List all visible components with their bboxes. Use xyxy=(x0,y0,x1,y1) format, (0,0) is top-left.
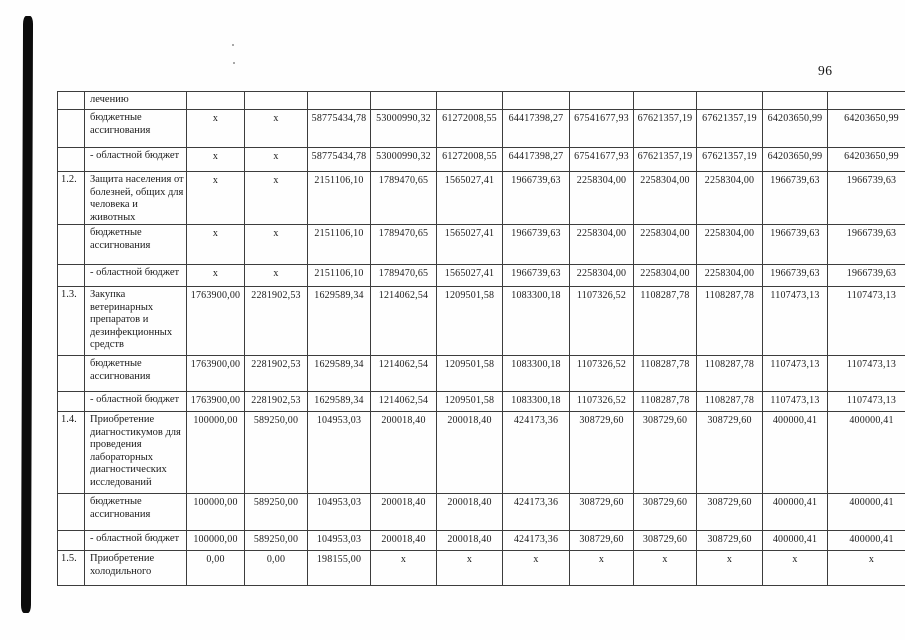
value-cell: 1108287,78 xyxy=(634,356,697,392)
value-cell: 2281902,53 xyxy=(245,392,308,412)
value-cell: x xyxy=(187,110,245,148)
value-cell: 53000990,32 xyxy=(371,148,437,172)
table-row xyxy=(58,148,905,172)
value-cell: 67621357,19 xyxy=(697,110,763,148)
value-cell: 1083300,18 xyxy=(503,356,570,392)
value-cell: 1763900,00 xyxy=(187,392,245,412)
value-cell: 200018,40 xyxy=(371,412,437,494)
value-cell: 308729,60 xyxy=(634,412,697,494)
value-cell: 424173,36 xyxy=(503,531,570,551)
value-cell: 2281902,53 xyxy=(245,356,308,392)
value-cell: 1107473,13 xyxy=(828,356,905,392)
value-cell: 1107473,13 xyxy=(763,356,828,392)
value-cell: 1209501,58 xyxy=(437,287,503,356)
value-cell: 308729,60 xyxy=(570,412,634,494)
value-cell xyxy=(697,92,763,110)
value-cell: 1966739,63 xyxy=(828,265,905,287)
value-cell: x xyxy=(371,551,437,586)
value-cell: 2258304,00 xyxy=(697,265,763,287)
value-cell: 104953,03 xyxy=(308,494,371,531)
value-cell: 424173,36 xyxy=(503,412,570,494)
value-cell: x xyxy=(634,551,697,586)
value-cell: 1629589,34 xyxy=(308,356,371,392)
value-cell: 0,00 xyxy=(187,551,245,586)
value-cell: 1107473,13 xyxy=(763,392,828,412)
row-number-cell: 1.4. xyxy=(58,412,85,494)
value-cell: 2258304,00 xyxy=(634,225,697,265)
value-cell: 61272008,55 xyxy=(437,148,503,172)
value-cell xyxy=(245,92,308,110)
item-name-cell: бюджетные ассигнования xyxy=(85,356,187,392)
value-cell: 1565027,41 xyxy=(437,172,503,225)
row-number-cell xyxy=(58,392,85,412)
row-number-cell xyxy=(58,148,85,172)
value-cell: 1763900,00 xyxy=(187,356,245,392)
value-cell xyxy=(763,92,828,110)
item-name-cell: - областной бюджет xyxy=(85,265,187,287)
value-cell: 104953,03 xyxy=(308,531,371,551)
value-cell: 67541677,93 xyxy=(570,110,634,148)
value-cell: 200018,40 xyxy=(437,494,503,531)
value-cell: 400000,41 xyxy=(828,531,905,551)
value-cell: 1209501,58 xyxy=(437,356,503,392)
value-cell: 200018,40 xyxy=(371,494,437,531)
value-cell: 1789470,65 xyxy=(371,225,437,265)
value-cell: 1966739,63 xyxy=(763,265,828,287)
value-cell: 1789470,65 xyxy=(371,172,437,225)
scan-speck xyxy=(233,62,235,64)
value-cell: 1214062,54 xyxy=(371,287,437,356)
value-cell xyxy=(308,92,371,110)
value-cell: 2258304,00 xyxy=(697,172,763,225)
value-cell: 589250,00 xyxy=(245,412,308,494)
value-cell: 1966739,63 xyxy=(503,172,570,225)
table-row xyxy=(58,172,905,225)
value-cell: 0,00 xyxy=(245,551,308,586)
value-cell: x xyxy=(437,551,503,586)
value-cell: x xyxy=(245,265,308,287)
value-cell: 2258304,00 xyxy=(570,265,634,287)
value-cell: 1108287,78 xyxy=(697,356,763,392)
value-cell: 1083300,18 xyxy=(503,392,570,412)
row-number-cell: 1.3. xyxy=(58,287,85,356)
item-name-cell: Приобретение холодильного xyxy=(85,551,187,586)
value-cell xyxy=(570,92,634,110)
item-name-cell: бюджетные ассигнования xyxy=(85,225,187,265)
value-cell: 589250,00 xyxy=(245,494,308,531)
value-cell: 67541677,93 xyxy=(570,148,634,172)
value-cell: 1763900,00 xyxy=(187,287,245,356)
table-row xyxy=(58,92,905,110)
value-cell: 1789470,65 xyxy=(371,265,437,287)
item-name-cell: - областной бюджет xyxy=(85,392,187,412)
value-cell: 1966739,63 xyxy=(828,225,905,265)
value-cell: 400000,41 xyxy=(828,494,905,531)
value-cell: 1966739,63 xyxy=(828,172,905,225)
value-cell: 2258304,00 xyxy=(570,225,634,265)
value-cell: 2258304,00 xyxy=(634,265,697,287)
value-cell: 2151106,10 xyxy=(308,225,371,265)
value-cell: 308729,60 xyxy=(697,531,763,551)
value-cell: 2258304,00 xyxy=(570,172,634,225)
budget-table xyxy=(57,91,905,586)
value-cell: 308729,60 xyxy=(697,412,763,494)
value-cell: 1108287,78 xyxy=(697,287,763,356)
value-cell: x xyxy=(245,225,308,265)
value-cell: 1629589,34 xyxy=(308,392,371,412)
value-cell: x xyxy=(503,551,570,586)
value-cell: 1107473,13 xyxy=(828,392,905,412)
value-cell: 308729,60 xyxy=(570,494,634,531)
value-cell: 67621357,19 xyxy=(634,148,697,172)
table-row xyxy=(58,412,905,494)
value-cell: x xyxy=(570,551,634,586)
value-cell: 100000,00 xyxy=(187,412,245,494)
row-number-cell xyxy=(58,225,85,265)
item-name-cell: бюджетные ассигнования xyxy=(85,110,187,148)
value-cell: 1108287,78 xyxy=(634,287,697,356)
table-row xyxy=(58,225,905,265)
value-cell: x xyxy=(245,172,308,225)
value-cell: 1966739,63 xyxy=(503,225,570,265)
value-cell: x xyxy=(697,551,763,586)
row-number-cell: 1.2. xyxy=(58,172,85,225)
value-cell: 2151106,10 xyxy=(308,265,371,287)
value-cell xyxy=(634,92,697,110)
table-row xyxy=(58,494,905,531)
value-cell: 67621357,19 xyxy=(697,148,763,172)
value-cell: x xyxy=(187,172,245,225)
row-number-cell: 1.5. xyxy=(58,551,85,586)
value-cell: 1107326,52 xyxy=(570,392,634,412)
item-name-cell: Закупка ветеринарных препаратов и дезинфекционных средств xyxy=(85,287,187,356)
table-row xyxy=(58,531,905,551)
value-cell: 1214062,54 xyxy=(371,392,437,412)
value-cell: 58775434,78 xyxy=(308,148,371,172)
value-cell xyxy=(503,92,570,110)
value-cell: 200018,40 xyxy=(371,531,437,551)
value-cell xyxy=(828,92,905,110)
value-cell: 1107326,52 xyxy=(570,356,634,392)
item-name-cell: Защита населения от болезней, общих для человека и животных xyxy=(85,172,187,225)
value-cell: 104953,03 xyxy=(308,412,371,494)
value-cell: x xyxy=(187,148,245,172)
value-cell: 100000,00 xyxy=(187,531,245,551)
item-name-cell: - областной бюджет xyxy=(85,148,187,172)
value-cell: 400000,41 xyxy=(763,494,828,531)
value-cell: 100000,00 xyxy=(187,494,245,531)
value-cell: x xyxy=(245,110,308,148)
value-cell: 589250,00 xyxy=(245,531,308,551)
table-row xyxy=(58,110,905,148)
value-cell: 64417398,27 xyxy=(503,110,570,148)
table-row xyxy=(58,551,905,586)
value-cell: 64203650,99 xyxy=(763,110,828,148)
budget-table-body xyxy=(58,92,905,586)
value-cell: 1565027,41 xyxy=(437,225,503,265)
value-cell: 1966739,63 xyxy=(763,225,828,265)
value-cell: 200018,40 xyxy=(437,531,503,551)
value-cell: 308729,60 xyxy=(570,531,634,551)
value-cell xyxy=(187,92,245,110)
table-row xyxy=(58,356,905,392)
value-cell: 424173,36 xyxy=(503,494,570,531)
row-number-cell xyxy=(58,265,85,287)
value-cell: 1083300,18 xyxy=(503,287,570,356)
value-cell: 308729,60 xyxy=(634,531,697,551)
value-cell: 400000,41 xyxy=(763,531,828,551)
value-cell: 400000,41 xyxy=(763,412,828,494)
table-row xyxy=(58,287,905,356)
value-cell: x xyxy=(828,551,905,586)
value-cell: 1108287,78 xyxy=(697,392,763,412)
row-number-cell xyxy=(58,110,85,148)
binding-strip xyxy=(21,16,33,613)
scan-speck xyxy=(232,44,234,46)
value-cell: x xyxy=(763,551,828,586)
value-cell: 53000990,32 xyxy=(371,110,437,148)
table-row xyxy=(58,265,905,287)
value-cell: 1209501,58 xyxy=(437,392,503,412)
value-cell: 64203650,99 xyxy=(828,110,905,148)
row-number-cell xyxy=(58,356,85,392)
value-cell: 64417398,27 xyxy=(503,148,570,172)
value-cell: 64203650,99 xyxy=(828,148,905,172)
value-cell xyxy=(371,92,437,110)
value-cell: 67621357,19 xyxy=(634,110,697,148)
value-cell: 61272008,55 xyxy=(437,110,503,148)
value-cell: 198155,00 xyxy=(308,551,371,586)
value-cell: 308729,60 xyxy=(634,494,697,531)
row-number-cell xyxy=(58,92,85,110)
value-cell: 2281902,53 xyxy=(245,287,308,356)
page-number: 96 xyxy=(818,63,833,78)
row-number-cell xyxy=(58,494,85,531)
value-cell: 308729,60 xyxy=(697,494,763,531)
value-cell: x xyxy=(245,148,308,172)
value-cell: 1966739,63 xyxy=(503,265,570,287)
value-cell: 2258304,00 xyxy=(697,225,763,265)
value-cell xyxy=(437,92,503,110)
item-name-cell: бюджетные ассигнования xyxy=(85,494,187,531)
value-cell: 2258304,00 xyxy=(634,172,697,225)
item-name-cell: Приобретение диагностикумов для проведения лабораторных диагностических исследований xyxy=(85,412,187,494)
value-cell: 400000,41 xyxy=(828,412,905,494)
value-cell: x xyxy=(187,225,245,265)
value-cell: 64203650,99 xyxy=(763,148,828,172)
item-name-cell: лечению xyxy=(85,92,187,110)
value-cell: 2151106,10 xyxy=(308,172,371,225)
value-cell: 200018,40 xyxy=(437,412,503,494)
value-cell: 1966739,63 xyxy=(763,172,828,225)
table-row xyxy=(58,392,905,412)
item-name-cell: - областной бюджет xyxy=(85,531,187,551)
value-cell: 1107473,13 xyxy=(763,287,828,356)
value-cell: x xyxy=(187,265,245,287)
value-cell: 1629589,34 xyxy=(308,287,371,356)
value-cell: 1107326,52 xyxy=(570,287,634,356)
value-cell: 1107473,13 xyxy=(828,287,905,356)
value-cell: 1565027,41 xyxy=(437,265,503,287)
row-number-cell xyxy=(58,531,85,551)
value-cell: 58775434,78 xyxy=(308,110,371,148)
value-cell: 1108287,78 xyxy=(634,392,697,412)
value-cell: 1214062,54 xyxy=(371,356,437,392)
